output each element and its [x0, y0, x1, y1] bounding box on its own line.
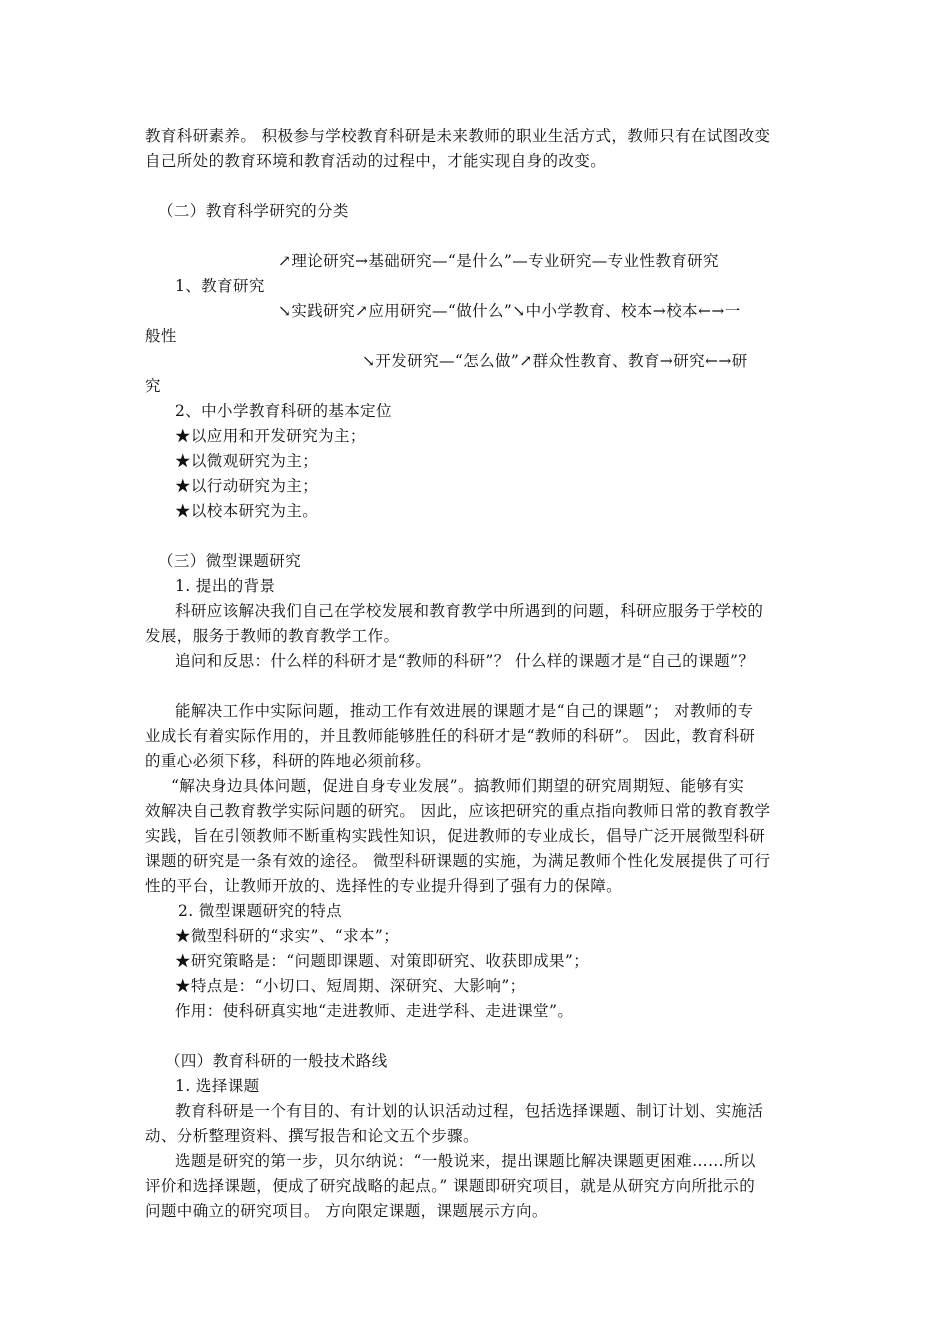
s4-p2-line-2: 评价和选择课题，便成了研究战略的起点。” 课题即研究项目，就是从研究方向所批示的 — [145, 1177, 756, 1195]
s4-p2-line-3: 问题中确立的研究项目。 方向限定课题，课题展示方向。 — [145, 1202, 548, 1220]
tree-line-5: ↘开发研究—“怎么做”↗群众性教育、教育→研究←→研 — [362, 352, 748, 370]
feature-item: 作用：使科研真实地“走进教师、走进学科、走进课堂”。 — [175, 1002, 574, 1020]
section-4-heading: （四）教育科研的一般技术路线 — [165, 1052, 388, 1070]
tree-line-4: 般性 — [145, 327, 177, 345]
s3-p2-line: 追问和反思：什么样的科研才是“教师的科研”？ 什么样的课题才是“自己的课题”？ — [175, 652, 755, 670]
s3-p3-line-3: 的重心必须下移，科研的阵地必须前移。 — [145, 752, 432, 770]
section-3-heading: （三）微型课题研究 — [158, 552, 302, 570]
s3-p4-line-1: “解决身边具体问题，促进自身专业发展”。搞教师们期望的研究周期短、能够有实 — [171, 777, 745, 795]
feature-item: ★研究策略是：“问题即课题、对策即研究、收获即成果”； — [175, 952, 590, 970]
positioning-item: ★以微观研究为主； — [175, 452, 319, 470]
positioning-item: ★以校本研究为主。 — [175, 502, 319, 520]
s3-p4-line-3: 实践，旨在引领教师不断重构实践性知识，促进教师的专业成长，倡导广泛开展微型科研 — [145, 827, 766, 845]
tree-line-2: 1、教育研究 — [175, 277, 265, 295]
positioning-title: 2、中小学教育科研的基本定位 — [175, 402, 392, 420]
s3-p3-line-2: 业成长有着实际作用的，并且教师能够胜任的科研才是“教师的科研”。 因此，教育科研 — [145, 727, 756, 745]
s3-p4-line-2: 效解决自己教育教学实际问题的研究。 因此，应该把研究的重点指向教师日常的教育教学 — [145, 802, 771, 820]
s3-p4-line-4: 课题的研究是一条有效的途径。 微型科研课题的实施，为满足教师个性化发展提供了可行 — [145, 852, 771, 870]
s3-p1-line-1: 科研应该解决我们自己在学校发展和教育教学中所遇到的问题，科研应服务于学校的 — [175, 602, 764, 620]
s3-p4-line-5: 性的平台，让教师开放的、选择性的专业提升得到了强有力的保障。 — [145, 877, 623, 895]
tree-line-1: ↗理论研究→基础研究—“是什么”—专业研究—专业性教育研究 — [278, 252, 719, 270]
s4-p1-line-2: 动、分析整理资料、撰写报告和论文五个步骤。 — [145, 1127, 479, 1145]
feature-item: ★微型科研的“求实”、“求本”； — [175, 927, 400, 945]
section-3-sub-1: 1. 提出的背景 — [175, 577, 276, 595]
s4-p2-line-1: 选题是研究的第一步，贝尔纳说：“一般说来，提出课题比解决课题更困难……所以 — [175, 1152, 756, 1170]
s4-p1-line-1: 教育科研是一个有目的、有计划的认识活动过程，包括选择课题、制订计划、实施活 — [175, 1102, 764, 1120]
intro-line-2: 自己所处的教育环境和教育活动的过程中，才能实现自身的改变。 — [145, 152, 607, 170]
tree-line-6: 究 — [145, 377, 161, 395]
section-2-heading: （二）教育科学研究的分类 — [158, 202, 349, 220]
section-4-sub-1: 1. 选择课题 — [175, 1077, 260, 1095]
intro-line-1: 教育科研素养。 积极参与学校教育科研是未来教师的职业生活方式，教师只有在试图改变 — [145, 127, 771, 145]
tree-line-3: ↘实践研究↗应用研究—“做什么”↘中小学教育、校本→校本←→一 — [278, 302, 741, 320]
s3-p3-line-1: 能解决工作中实际问题，推动工作有效进展的课题才是“自己的课题”； 对教师的专 — [175, 702, 754, 720]
s3-p1-line-2: 发展，服务于教师的教育教学工作。 — [145, 627, 400, 645]
positioning-item: ★以行动研究为主； — [175, 477, 319, 495]
feature-item: ★特点是：“小切口、短周期、深研究、大影响”； — [175, 977, 526, 995]
section-3-sub-2: 2. 微型课题研究的特点 — [178, 902, 343, 920]
positioning-item: ★以应用和开发研究为主； — [175, 427, 366, 445]
